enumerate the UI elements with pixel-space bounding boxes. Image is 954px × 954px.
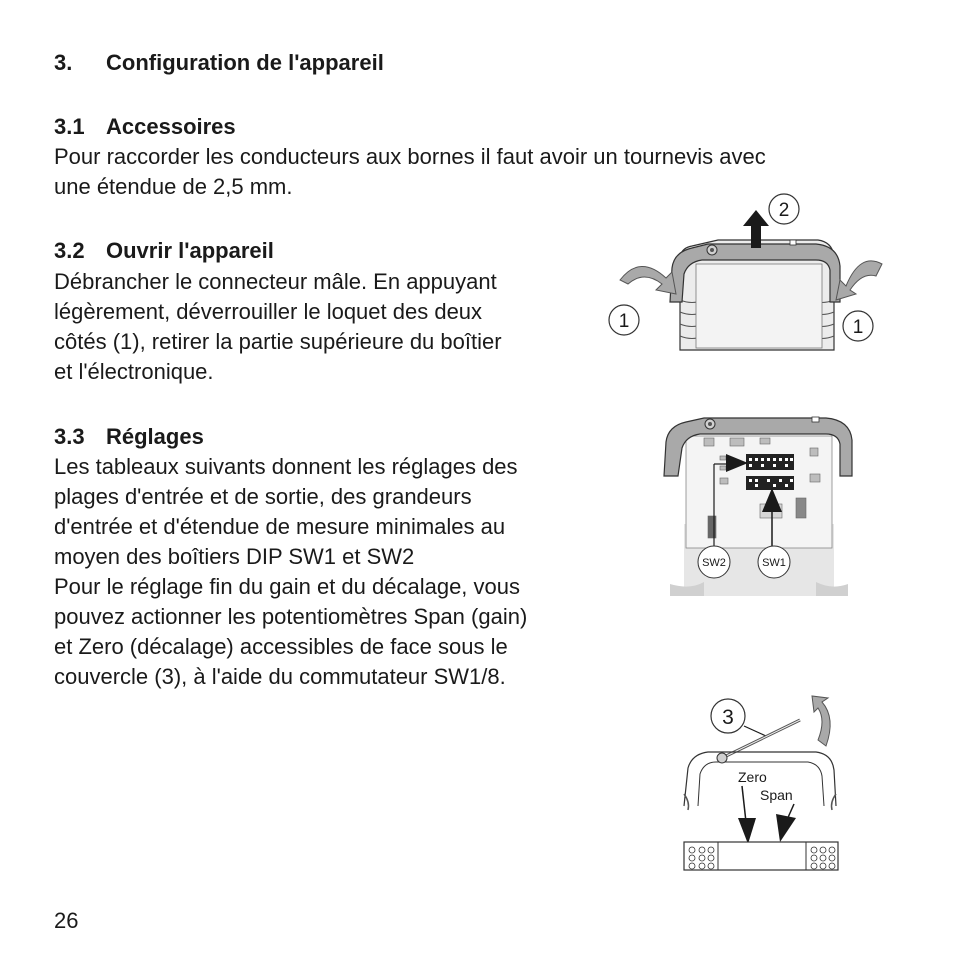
press-arrow-right-icon — [836, 261, 882, 300]
callout-cover-label: 3 — [722, 706, 734, 729]
section-3-2-text — [54, 267, 502, 387]
callout-lift-label: 2 — [778, 200, 790, 221]
section-title: Réglages — [106, 424, 204, 449]
zero-label: Zero — [738, 769, 767, 785]
callout-left-label: 1 — [618, 311, 630, 332]
text-line: une étendue de 2,5 mm. — [54, 174, 293, 199]
sw2-label: SW2 — [702, 557, 726, 569]
section-number: 3.2 — [54, 238, 85, 263]
section-number: 3.3 — [54, 424, 85, 449]
text-line: Les tableaux suivants donnent les réglages des — [54, 454, 518, 479]
sw1-label: SW1 — [762, 557, 786, 569]
text-line: légèrement, déverrouiller le loquet des deux — [54, 299, 483, 324]
dip-switch-sw2 — [746, 454, 794, 470]
section-3-2-heading — [54, 236, 274, 266]
figure-potentiometers — [676, 694, 846, 874]
section-title: Ouvrir l'appareil — [106, 238, 274, 263]
figure-open-device — [600, 190, 890, 360]
text-line: côtés (1), retirer la partie supérieure du boîtier — [54, 329, 502, 354]
section-number: 3.1 — [54, 114, 85, 139]
press-arrow-left-icon — [620, 266, 676, 294]
text-line: moyen des boîtiers DIP SW1 et SW2 — [54, 544, 415, 569]
text-line: couvercle (3), à l'aide du commutateur SW1/8. — [54, 664, 506, 689]
text-line: plages d'entrée et de sortie, des grandeurs — [54, 484, 472, 509]
page-number: 26 — [54, 908, 79, 933]
section-3-1-heading — [54, 112, 236, 142]
text-line: et l'électronique. — [54, 359, 214, 384]
span-label: Span — [760, 787, 793, 803]
section-title: Accessoires — [106, 114, 236, 139]
callout-right-label: 1 — [852, 317, 864, 338]
section-3-heading — [54, 48, 384, 78]
section-title: Configuration de l'appareil — [106, 50, 384, 75]
section-3-3-heading — [54, 422, 204, 452]
section-number: 3. — [54, 50, 73, 75]
curved-arrow-icon — [812, 696, 830, 746]
text-line: Pour le réglage fin du gain et du décalage, vous — [54, 574, 520, 599]
figure-dip-switches — [660, 414, 860, 598]
dip-switch-sw1 — [746, 476, 794, 490]
span-arrow-icon — [776, 814, 796, 842]
section-3-3-text — [54, 452, 527, 692]
text-line: et Zero (décalage) accessibles de face sous le — [54, 634, 508, 659]
text-line: d'entrée et d'étendue de mesure minimales au — [54, 514, 506, 539]
text-line: Pour raccorder les conducteurs aux bornes il faut avoir un tournevis avec — [54, 144, 766, 169]
text-line: Débrancher le connecteur mâle. En appuyant — [54, 269, 497, 294]
text-line: pouvez actionner les potentiomètres Span (gain) — [54, 604, 528, 629]
zero-arrow-icon — [738, 818, 756, 844]
